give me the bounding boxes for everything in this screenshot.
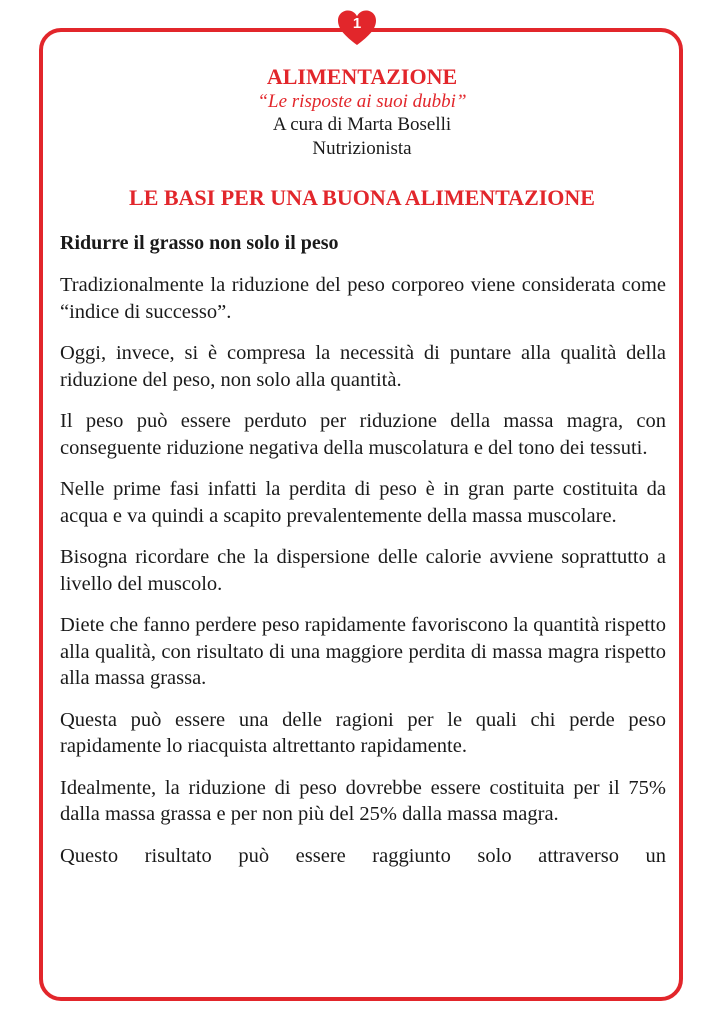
paragraph: Questa può essere una delle ragioni per le quali chi perde peso rapidamente lo riacquista altrettanto rapidamente. xyxy=(60,708,666,757)
paragraph: Diete che fanno perdere peso rapidamente favoriscono la quantità rispetto alla qualità, con risultato di una maggiore perdita di massa magra rispetto alla massa grassa. xyxy=(60,614,666,689)
document-subtitle: “Le risposte ai suoi dubbi” xyxy=(257,91,467,112)
paragraph-continued: Questo risultato può essere raggiunto solo attraverso un xyxy=(60,844,666,867)
document-author: A cura di Marta Boselli xyxy=(272,114,452,135)
author-role: Nutrizionista xyxy=(312,138,412,159)
document-header xyxy=(60,64,664,161)
paragraph: Idealmente, la riduzione di peso dovrebbe essere costituita per il 75% dalla massa grassa e per non più del 25% dalla massa magra. xyxy=(60,776,666,825)
document-title: ALIMENTAZIONE xyxy=(266,64,458,89)
page-number: 1 xyxy=(352,15,362,32)
article-body xyxy=(60,230,666,869)
paragraph: Oggi, invece, si è compresa la necessità di puntare alla qualità della riduzione del peso, non solo alla quantità. xyxy=(60,342,666,391)
page-number-badge xyxy=(337,9,377,47)
paragraph: Il peso può essere perduto per riduzione della massa magra, con conseguente riduzione negativa della muscolatura e del tono dei tessuti. xyxy=(60,410,666,459)
article-subheading: Ridurre il grasso non solo il peso xyxy=(60,232,339,254)
paragraph: Bisogna ricordare che la dispersione delle calorie avviene soprattutto a livello del muscolo. xyxy=(60,546,666,595)
paragraph: Tradizionalmente la riduzione del peso corporeo viene considerata come “indice di successo”. xyxy=(60,274,666,323)
paragraph: Nelle prime fasi infatti la perdita di peso è in gran parte costituita da acqua e va quindi a scapito prevalentemente della massa muscolare. xyxy=(60,478,666,527)
section-heading: LE BASI PER UNA BUONA ALIMENTAZIONE xyxy=(129,185,595,210)
